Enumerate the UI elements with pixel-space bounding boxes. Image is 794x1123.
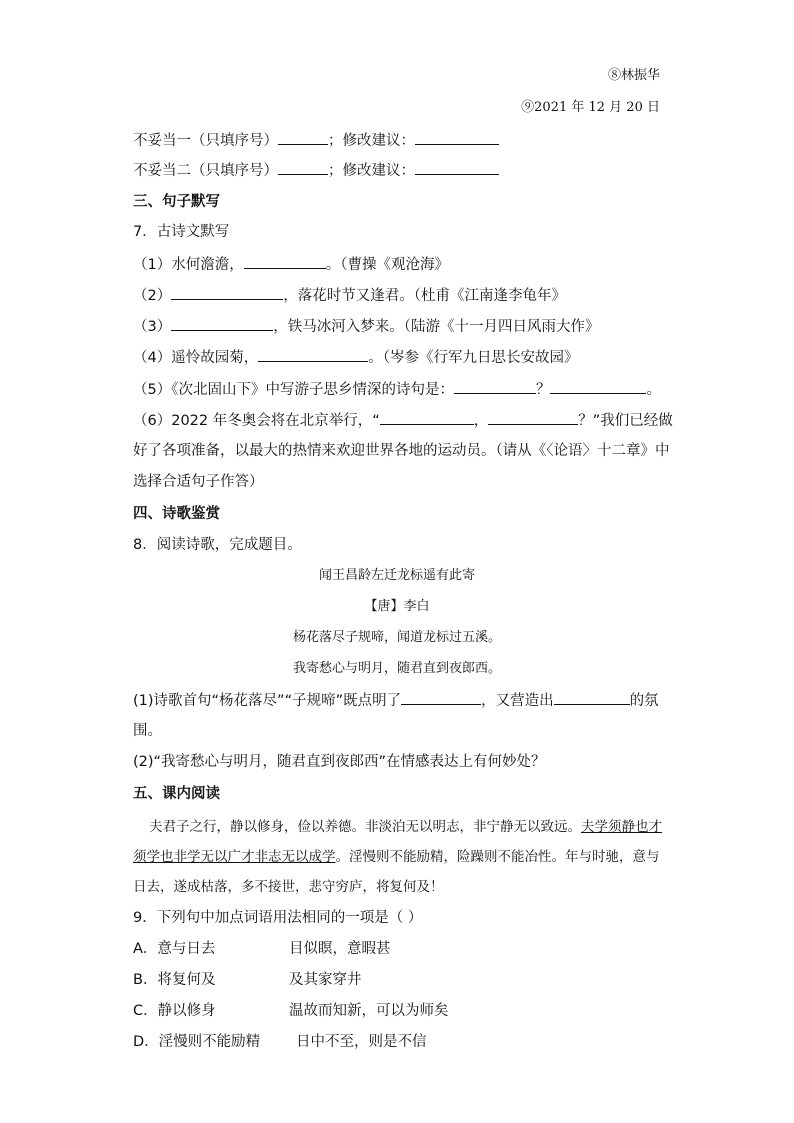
answer-blank[interactable] [550, 379, 646, 394]
q6-line2-suggest: ；修改建议： [328, 163, 415, 179]
answer-blank[interactable] [454, 379, 536, 394]
option-c-left: C．静以修身 [133, 1003, 216, 1019]
q8-sub1-post: 的氛 [629, 693, 659, 709]
classical-passage [133, 812, 663, 902]
q7-item6-post: ？”我们已经做 [578, 413, 673, 429]
q8-sub1-pre: (1)诗歌首句“杨花落尽”“子规啼”既点明了 [133, 693, 402, 709]
poem-title: 闻王昌龄左迁龙标遥有此寄 [318, 568, 475, 583]
q7-title: 7．古诗文默写 [133, 224, 230, 240]
answer-blank[interactable] [401, 690, 481, 705]
option-a[interactable] [133, 939, 533, 959]
header-item-9: ⑨2021 年 12 月 20 日 [521, 100, 660, 115]
q7-item-5 [133, 379, 661, 400]
section5-title: 五、课内阅读 [133, 786, 220, 802]
q7-item-2 [133, 285, 566, 306]
q6-line1-suggest: ；修改建议： [328, 133, 415, 149]
answer-blank[interactable] [488, 410, 578, 425]
option-d[interactable] [133, 1032, 533, 1052]
answer-blank[interactable] [554, 690, 630, 705]
poem-line-1: 杨花落尽子规啼，闻道龙标过五溪。 [292, 630, 501, 645]
q7-item-4 [133, 347, 578, 368]
q7-item6-mid: ， [473, 413, 489, 429]
passage-underlined: 夫学须静也才须学也非学无以广才非志无以成学 [133, 819, 662, 865]
answer-blank[interactable] [171, 285, 283, 300]
option-c-right: 温故而知新，可以为师矣 [289, 1003, 449, 1019]
passage-text-b: 。淫慢则不能励精，险躁则不能冶性。年与时驰，意与日去，遂成枯落，多不接世，悲守穷庐，将复何及！ [133, 849, 660, 895]
q7-item-1 [133, 254, 449, 275]
q7-item-3 [133, 316, 599, 337]
answer-blank[interactable] [244, 254, 326, 269]
q7-item4-pre: （4）遥怜故园菊， [133, 350, 259, 366]
q7-item5-post: 。 [646, 382, 661, 398]
poem-author: 【唐】李白 [364, 599, 430, 614]
q6-line-2 [133, 160, 499, 181]
header-item-8: ⑧林振华 [607, 68, 660, 83]
option-c[interactable] [133, 1001, 533, 1021]
q7-item1-post: 。（曹操《观沧海》 [325, 257, 449, 273]
q6-line-1 [133, 130, 499, 151]
q7-item6-line-2: 好了各项准备，以最大的热情来欢迎世界各地的运动员。（请从《〈论语〉十二章》中 [133, 443, 670, 459]
option-d-right: 日中不至，则是不信 [296, 1034, 427, 1050]
passage-text-a: 夫君子之行，静以修身，俭以养德。非淡泊无以明志，非宁静无以致远。 [149, 819, 581, 835]
q8-sub-2: (2)“我寄愁心与明月，随君直到夜郎西”在情感表达上有何妙处？ [133, 754, 546, 770]
section4-title: 四、诗歌鉴赏 [133, 506, 220, 522]
q7-item2-post: ，落花时节又逢君。（杜甫《江南逢李龟年》 [283, 288, 566, 304]
q7-item5-pre: （5）《次北固山下》中写游子思乡情深的诗句是： [133, 382, 454, 398]
poem-line-2: 我寄愁心与明月，随君直到夜郎西。 [292, 661, 501, 676]
option-a-right: 目似瞑，意暇甚 [289, 941, 391, 957]
q7-item3-post: ，铁马冰河入梦来。（陆游《十一月四日风雨大作》 [273, 319, 600, 335]
option-b[interactable] [133, 970, 533, 990]
q8-sub1-line-2: 围。 [133, 723, 162, 739]
q7-item-6 [133, 410, 673, 431]
q8-sub-1 [133, 690, 659, 711]
q7-item4-post: 。（岑参《行军九日思长安故园》 [368, 350, 579, 366]
option-b-left: B．将复何及 [133, 972, 216, 988]
q7-item1-pre: （1）水何澹澹， [133, 257, 244, 273]
q8-title: 8．阅读诗歌，完成题目。 [133, 537, 302, 553]
q7-item5-mid: ？ [535, 382, 551, 398]
q6-line2-label: 不妥当二（只填序号） [133, 163, 278, 179]
q6-line1-label: 不妥当一（只填序号） [133, 133, 278, 149]
answer-blank[interactable] [415, 160, 499, 175]
q8-sub1-mid: ，又营造出 [481, 693, 554, 709]
answer-blank[interactable] [380, 410, 474, 425]
option-b-right: 及其家穿井 [289, 972, 362, 988]
q7-item6-pre: （6）2022 年冬奥会将在北京举行，“ [133, 413, 380, 429]
answer-blank[interactable] [278, 130, 328, 145]
q7-item3-pre: （3） [133, 319, 172, 335]
q7-item6-line-3: 选择合适句子作答） [133, 474, 264, 490]
answer-blank[interactable] [171, 316, 273, 331]
option-d-left: D．淫慢则不能励精 [133, 1034, 261, 1050]
answer-blank[interactable] [415, 130, 499, 145]
answer-blank[interactable] [258, 347, 368, 362]
answer-blank[interactable] [278, 160, 328, 175]
section3-title: 三、句子默写 [133, 194, 220, 210]
option-a-left: A．意与日去 [133, 941, 216, 957]
q9-title: 9．下列句中加点词语用法相同的一项是（ ） [133, 910, 423, 926]
q7-item2-pre: （2） [133, 288, 172, 304]
